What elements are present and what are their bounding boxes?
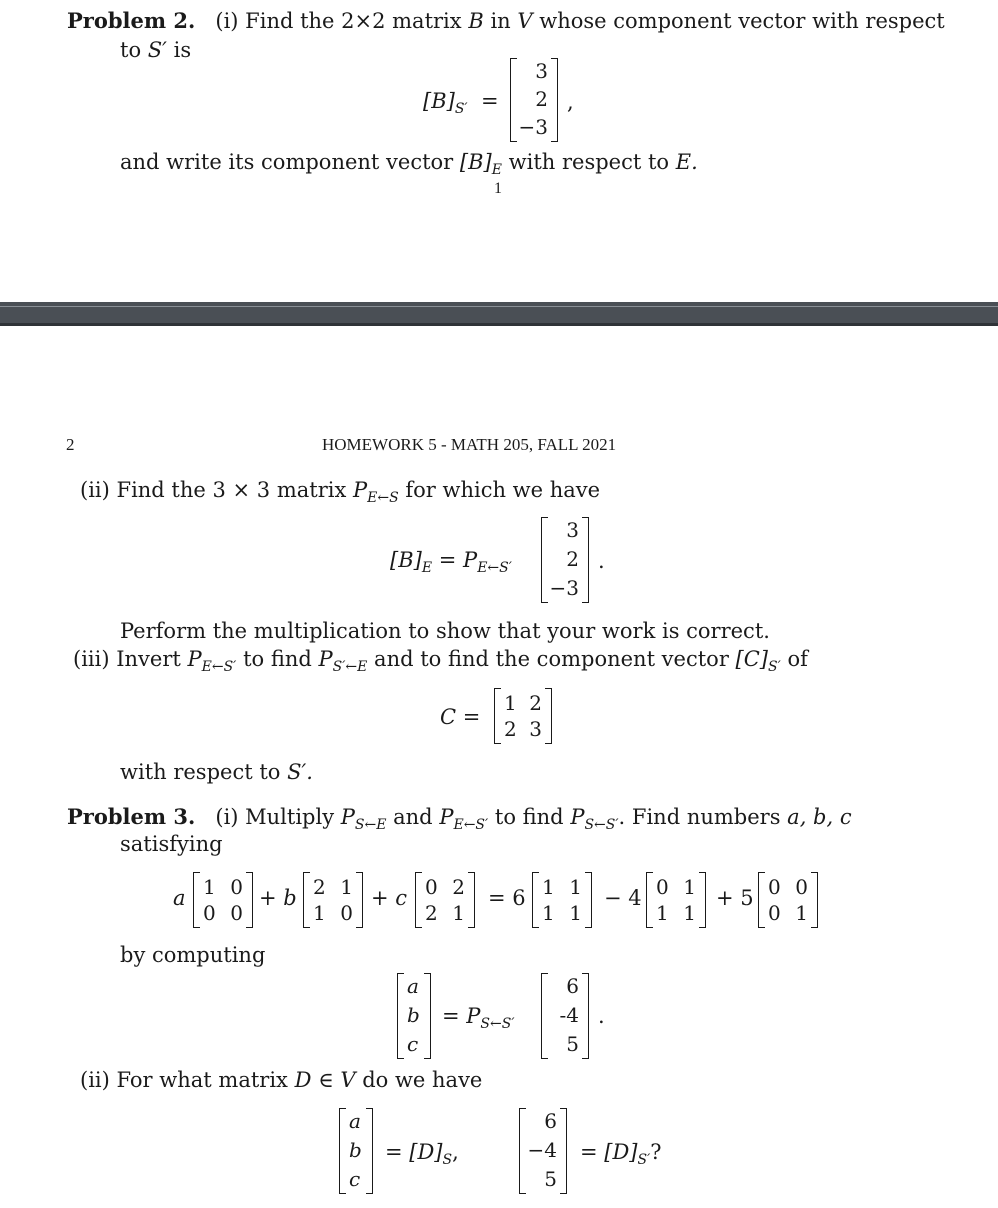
p3ii-eq2-sub: S′	[637, 1152, 651, 1168]
problem2-heading: Problem 2.	[67, 8, 196, 33]
p3-P3-sub: S←S′	[584, 817, 619, 833]
vector-entry: −3	[549, 576, 579, 600]
p3-coef-a: a	[173, 886, 186, 910]
matrix-entry: 2	[313, 875, 326, 899]
problem3-heading: Problem 3.	[67, 804, 196, 829]
p3-matrix-1	[193, 872, 253, 928]
p2-eq1-eq: =	[480, 89, 499, 113]
p3-plus-b: + b	[259, 886, 297, 910]
part3-Sp: S′.	[287, 760, 313, 784]
matrix-entry: 1	[340, 875, 353, 899]
part2-P-sub: E←S	[367, 490, 399, 506]
matrix-entry: 2	[452, 875, 465, 899]
p2-eq1-sub: S′	[454, 101, 468, 117]
vector-entry: b	[349, 1138, 362, 1162]
p3-P2-sub: E←S′	[453, 817, 489, 833]
part3-P2: P	[318, 647, 333, 671]
matrix-entry: 1	[542, 901, 555, 925]
part2-eq-eq: =	[438, 548, 457, 572]
part3-P1: P	[187, 647, 202, 671]
p2-is: is	[173, 38, 192, 62]
vector-entry: −4	[527, 1138, 557, 1162]
matrix-entry: 1	[504, 691, 517, 715]
p3ii-eq1	[385, 1140, 459, 1167]
matrix-entry: 0	[425, 875, 438, 899]
vector-entry: −3	[518, 115, 548, 139]
p3ii-eq2	[580, 1140, 662, 1167]
p3-abc: a, b, c	[787, 805, 852, 829]
p3ii-line	[80, 1068, 482, 1092]
p3-by-computing: by computing	[120, 943, 266, 967]
vector-entry: a	[407, 974, 419, 998]
p3-text-a: (i) Multiply	[215, 805, 335, 829]
p3-plus-c: + c	[371, 886, 408, 910]
matrix-entry: 1	[313, 901, 326, 925]
part3-C-eq: C =	[440, 705, 481, 729]
running-head: HOMEWORK 5 - MATH 205, FALL 2021	[322, 435, 617, 454]
p3-P1-sub: S←E	[354, 817, 387, 833]
vector-entry: 3	[535, 59, 548, 83]
p2-line2	[120, 38, 191, 62]
p3ii-eq2-text: = [D]	[580, 1140, 638, 1164]
vector-entry: 5	[544, 1167, 557, 1191]
vector-entry: 6	[544, 1109, 557, 1133]
matrix-entry: 0	[768, 875, 781, 899]
part3-text-c: and to find the component vector	[374, 647, 729, 671]
p3-eq-P-text: = P	[442, 1004, 481, 1028]
page-number-1: 1	[494, 180, 502, 197]
p3ii-eq1-text: = [D]	[385, 1140, 443, 1164]
p3-vector-abc	[397, 973, 431, 1059]
part3-P1-sub: E←S′	[201, 659, 237, 675]
part2-period: .	[598, 549, 605, 573]
p3-matrix-4	[532, 872, 592, 928]
p2-write: and write its component vector	[120, 150, 454, 174]
p3ii-vector-abc	[339, 1108, 373, 1194]
p3-and: and	[393, 805, 433, 829]
problem3-heading-line	[67, 805, 852, 832]
matrix-entry: 2	[504, 717, 517, 741]
matrix-entry: 1	[203, 875, 216, 899]
matrix-entry: 1	[542, 875, 555, 899]
p3ii-text: (ii) For what matrix	[80, 1068, 288, 1092]
part2-eq-B: [B]	[390, 548, 422, 572]
matrix-entry: 1	[683, 875, 696, 899]
p3-satisfying: satisfying	[120, 832, 223, 856]
p3-P1: P	[340, 805, 355, 829]
part3-line1	[73, 647, 808, 674]
part2-eq-sub: E	[421, 560, 433, 576]
p3-text-c: . Find numbers	[618, 805, 781, 829]
vector-entry: 2	[535, 87, 548, 111]
vector-entry: c	[349, 1167, 361, 1191]
matrix-entry: 0	[230, 875, 243, 899]
p3-matrix-2	[303, 872, 363, 928]
vector-entry: 2	[566, 547, 579, 571]
part3-C: [C]	[735, 647, 769, 671]
vector-entry: c	[407, 1032, 419, 1056]
matrix-entry: 1	[569, 901, 582, 925]
p3-minus4: − 4	[604, 886, 642, 910]
part3-text-b: to find	[243, 647, 312, 671]
part3-text-a: (iii) Invert	[73, 647, 181, 671]
p2-to: to	[120, 38, 142, 62]
matrix-entry: 1	[795, 901, 808, 925]
matrix-entry: 0	[795, 875, 808, 899]
p3ii-eq1-sub: S	[442, 1152, 453, 1168]
page-separator	[0, 302, 998, 326]
p3-matrix-3	[415, 872, 475, 928]
p3ii-q: ?	[650, 1140, 662, 1164]
part2-P: P	[353, 478, 368, 502]
matrix-entry: 3	[529, 717, 542, 741]
matrix-entry: 1	[569, 875, 582, 899]
p3-text-b: to find	[494, 805, 564, 829]
part2-eq-P: P	[463, 548, 478, 572]
part3-wrt-line	[120, 760, 313, 784]
part2-eq-P-sub: E←S′	[477, 560, 512, 576]
p2-Sprime: S′	[147, 38, 167, 62]
matrix-entry: 0	[656, 875, 669, 899]
p3-P3: P	[570, 805, 585, 829]
p3-eq6: = 6	[488, 886, 526, 910]
p3ii-text-b: do we have	[362, 1068, 483, 1092]
p3-matrix-6	[758, 872, 818, 928]
vector-entry: 6	[566, 974, 579, 998]
part3-wrt: with respect to	[120, 760, 281, 784]
part2-perform: Perform the multiplication to show that your work is correct.	[120, 619, 770, 643]
part3-matrix-C	[494, 688, 552, 744]
matrix-entry: 0	[340, 901, 353, 925]
part2-line1	[80, 478, 600, 505]
p3ii-D: D	[294, 1068, 312, 1092]
p2-eq1-B: [B]	[423, 89, 455, 113]
matrix-entry: 2	[425, 901, 438, 925]
matrix-entry: 2	[529, 691, 542, 715]
vector-entry: -4	[559, 1003, 579, 1027]
vector-entry: a	[349, 1109, 361, 1133]
p3ii-comma: ,	[452, 1140, 459, 1164]
part2-text-a: (ii) Find the 3 × 3 matrix	[80, 478, 347, 502]
matrix-entry: 1	[656, 901, 669, 925]
p3ii-vector-645	[519, 1108, 567, 1194]
p3-eq-P-sub: S←S′	[480, 1016, 515, 1032]
p2-eq1-vector	[510, 58, 558, 142]
part2-text-b: for which we have	[405, 478, 601, 502]
problem2-heading-line	[67, 9, 945, 33]
p3ii-inV: ∈ V	[318, 1068, 356, 1092]
p3-eq-P	[442, 1004, 515, 1031]
p2-E: E.	[675, 150, 698, 174]
part3-C-sub: S′	[768, 659, 781, 675]
matrix-entry: 0	[768, 901, 781, 925]
p3-matrix-5	[646, 872, 706, 928]
p3-vector-645	[541, 973, 589, 1059]
vector-entry: 5	[566, 1032, 579, 1056]
vector-entry: 3	[566, 518, 579, 542]
part2-eq-lhs	[390, 548, 512, 575]
p3-period: .	[598, 1004, 605, 1028]
p2-eq1-lhs	[423, 89, 499, 116]
p3-plus5: + 5	[716, 886, 754, 910]
part3-text-d: of	[787, 647, 808, 671]
p2-BE: [B]	[459, 150, 492, 174]
p2-text-a: (i) Find the 2×2 matrix	[215, 9, 462, 33]
part2-vector	[541, 517, 589, 603]
part3-P2-sub: S′←E	[332, 659, 368, 675]
p2-BE-sub: E	[491, 162, 502, 178]
p3-P2: P	[439, 805, 454, 829]
p2-eq1-comma: ,	[567, 90, 574, 114]
matrix-entry: 1	[452, 901, 465, 925]
p2-line4	[120, 150, 698, 177]
p2-B: B	[468, 9, 484, 33]
p2-in: in	[490, 9, 511, 33]
matrix-entry: 1	[683, 901, 696, 925]
matrix-entry: 0	[230, 901, 243, 925]
p2-wrt: with respect to	[508, 150, 670, 174]
p2-V: V	[517, 9, 533, 33]
vector-entry: b	[407, 1003, 420, 1027]
page-number-2: 2	[66, 435, 75, 454]
p2-text-b: whose component vector with respect	[539, 9, 945, 33]
matrix-entry: 0	[203, 901, 216, 925]
